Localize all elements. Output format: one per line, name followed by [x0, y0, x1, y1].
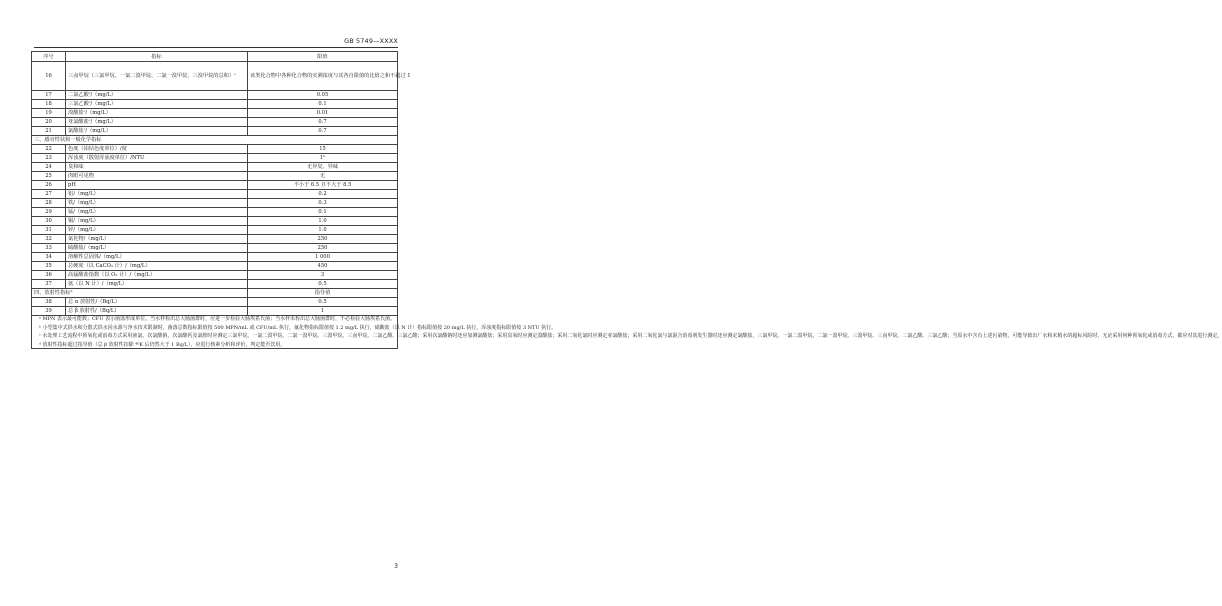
table-row	[32, 109, 398, 118]
table-row	[32, 244, 398, 253]
table-notes	[32, 316, 1222, 349]
row-number: 35	[32, 262, 66, 271]
limit-value: 0.7	[248, 118, 398, 127]
indicator-name: 锰/（mg/L）	[66, 208, 248, 217]
limit-value: 无异臭、异味	[248, 163, 398, 172]
limit-value: 不小于 6.5 且不大于 8.5	[248, 181, 398, 190]
limit-value: 0.2	[248, 190, 398, 199]
standard-code: GB 5749—XXXX	[344, 37, 398, 45]
indicator-name: 二氯乙酸ᶜ/（mg/L）	[66, 91, 248, 100]
indicator-name: 亚氯酸盐ᶜ/（mg/L）	[66, 118, 248, 127]
limit-value: 15	[248, 145, 398, 154]
limit-value: 该类化合物中各种化合物的实测浓度与其各自限值的比值之和不超过 1	[248, 62, 398, 91]
indicator-name: 锌/（mg/L）	[66, 226, 248, 235]
limit-value: 1ᵇ	[248, 154, 398, 163]
row-number: 17	[32, 91, 66, 100]
row-number: 25	[32, 172, 66, 181]
row-number: 38	[32, 298, 66, 307]
footnote: ᵈ 放射性指标超过指导值（总 β 放射性扣除 ⁴⁰K 后仍然大于 1 Bq/L），应进行核素分析和评价，判定能否饮用。	[39, 341, 286, 348]
table-row	[32, 190, 398, 199]
table-header-row	[32, 52, 398, 62]
limit-value: 0.1	[248, 100, 398, 109]
limit-value: 450	[248, 262, 398, 271]
indicator-name: 肉眼可见物	[66, 172, 248, 181]
limit-value: 0.3	[248, 199, 398, 208]
table-row	[32, 271, 398, 280]
table-row	[32, 172, 398, 181]
indicator-name: 三氯乙酸ᶜ/（mg/L）	[66, 100, 248, 109]
indicator-name: 铝/（mg/L）	[66, 190, 248, 199]
row-number: 28	[32, 199, 66, 208]
table-row	[32, 217, 398, 226]
footnote: ᶜ 水处理工艺流程中预氧化或消毒方式采用液氯、次氯酸钠、次氯酸钙及氯胺时应测定三氯甲烷、一氯二溴甲烷、二氯一溴甲烷、三溴甲烷、三卤甲烷、二氯乙酸、三氯乙酸；采用次氯酸钠时还应加测氯酸盐；采用臭氧时应测定溴酸盐；采用二氧化氯时应测定亚氯酸盐；采用二氧化氯与氯混合消毒剂发生器时还应测定氯酸盐，三氯甲烷、一氯二溴甲烷、二氯一溴甲烷、三溴甲烷、三卤甲烷、二氯乙酸、三氯乙酸；当原水中含有上述污染物，可能导致出厂水和末梢水的超标风险时，无论采用何种预氧化或消毒方式，都应对其进行测定。	[39, 333, 1222, 340]
table-row	[32, 208, 398, 217]
indicator-name: 溶解性总固体/（mg/L）	[66, 253, 248, 262]
table-row	[32, 154, 398, 163]
row-number: 22	[32, 145, 66, 154]
section-row	[32, 289, 398, 298]
header-rule	[34, 47, 398, 48]
section-title: 四、放射性指标ᵈ	[32, 289, 248, 298]
table-row	[32, 100, 398, 109]
indicator-name: 总 α 放射性/（Bq/L）	[66, 298, 248, 307]
row-number: 37	[32, 280, 66, 289]
indicator-name: 硫酸盐/（mg/L）	[66, 244, 248, 253]
section-title: 三、感官性状和一般化学指标	[32, 136, 398, 145]
indicator-name: 氯酸盐ᶜ/（mg/L）	[66, 127, 248, 136]
indicator-name: 铜/（mg/L）	[66, 217, 248, 226]
limit-value: 1 000	[248, 253, 398, 262]
indicator-name: 氨（以 N 计）/（mg/L）	[66, 280, 248, 289]
row-number: 24	[32, 163, 66, 172]
limit-value: 1	[248, 307, 398, 316]
table-row	[32, 262, 398, 271]
row-number: 19	[32, 109, 66, 118]
table-body	[32, 62, 1222, 349]
table-row	[32, 163, 398, 172]
limit-value: 3	[248, 271, 398, 280]
indicator-name: 溴酸盐ᶜ/（mg/L）	[66, 109, 248, 118]
indicator-name: 总 β 放射性/（Bq/L）	[66, 307, 248, 316]
limit-value: 0.1	[248, 208, 398, 217]
row-number: 23	[32, 154, 66, 163]
table-row	[32, 91, 398, 100]
footnote: ᵇ 小型集中式供水和分散式供水因水源与净水技术限制时，菌落总数指标限值按 500 MPN/mL 或 CFU/mL 执行，氟化物指标限值按 1.2 mg/L 执行，硝酸盐（以 N 计）指标限值按 20 mg/L 执行，浑浊度指标限值按 3 NTU 执行。	[39, 324, 557, 331]
row-number: 18	[32, 100, 66, 109]
section-row	[32, 136, 398, 145]
indicator-name: pH	[66, 181, 248, 190]
row-number: 31	[32, 226, 66, 235]
indicator-name: 铁/（mg/L）	[66, 199, 248, 208]
row-number: 20	[32, 118, 66, 127]
limit-value: 1.0	[248, 226, 398, 235]
table-row	[32, 307, 398, 316]
limit-value: 0.7	[248, 127, 398, 136]
row-number: 21	[32, 127, 66, 136]
limit-value: 0.5	[248, 280, 398, 289]
footnote: ᵃ MPN 表示最可能数；CFU 表示菌落形成单位。当水样检出总大肠菌群时，应进一步检验大肠埃希氏菌；当水样未检出总大肠菌群时，不必检验大肠埃希氏菌。	[39, 316, 396, 322]
table-row	[32, 226, 398, 235]
indicator-name: 三卤甲烷（三氯甲烷、一氯二溴甲烷、二氯一溴甲烷、三溴甲烷的总和）ᶜ	[66, 62, 248, 91]
row-number: 26	[32, 181, 66, 190]
row-number: 39	[32, 307, 66, 316]
row-number: 16	[32, 62, 66, 91]
row-number: 33	[32, 244, 66, 253]
row-number: 32	[32, 235, 66, 244]
table-row	[32, 62, 398, 91]
table-row	[32, 280, 398, 289]
indicator-name: 氯化物/（mg/L）	[66, 235, 248, 244]
limit-value: 250	[248, 235, 398, 244]
notes-row	[32, 316, 398, 349]
column-header-indicator: 指标	[66, 52, 248, 62]
limit-value: 0.5	[248, 298, 398, 307]
row-number: 34	[32, 253, 66, 262]
table-row	[32, 235, 398, 244]
table-row	[32, 118, 398, 127]
row-number: 27	[32, 190, 66, 199]
indicator-table	[31, 51, 1222, 349]
row-number: 29	[32, 208, 66, 217]
limit-value: 0.01	[248, 109, 398, 118]
table-row	[32, 199, 398, 208]
table-row	[32, 181, 398, 190]
table-row	[32, 145, 398, 154]
table-row	[32, 127, 398, 136]
limit-value: 无	[248, 172, 398, 181]
section-limit-header: 指导值	[248, 289, 398, 298]
indicator-name: 色度（铂钴色度单位）/度	[66, 145, 248, 154]
limit-value: 250	[248, 244, 398, 253]
row-number: 36	[32, 271, 66, 280]
indicator-name: 臭和味	[66, 163, 248, 172]
limit-value: 1.0	[248, 217, 398, 226]
table-row	[32, 298, 398, 307]
column-header-no: 序号	[32, 52, 66, 62]
row-number: 30	[32, 217, 66, 226]
indicator-name: 总硬度（以 CaCO₃ 计）/（mg/L）	[66, 262, 248, 271]
column-header-limit: 限值	[248, 52, 398, 62]
indicator-name: 高锰酸盐指数（以 O₂ 计）/（mg/L）	[66, 271, 248, 280]
page-number: 3	[394, 563, 398, 570]
indicator-name: 浑浊度（散射浑浊度单位）/NTU	[66, 154, 248, 163]
table-row	[32, 253, 398, 262]
limit-value: 0.05	[248, 91, 398, 100]
